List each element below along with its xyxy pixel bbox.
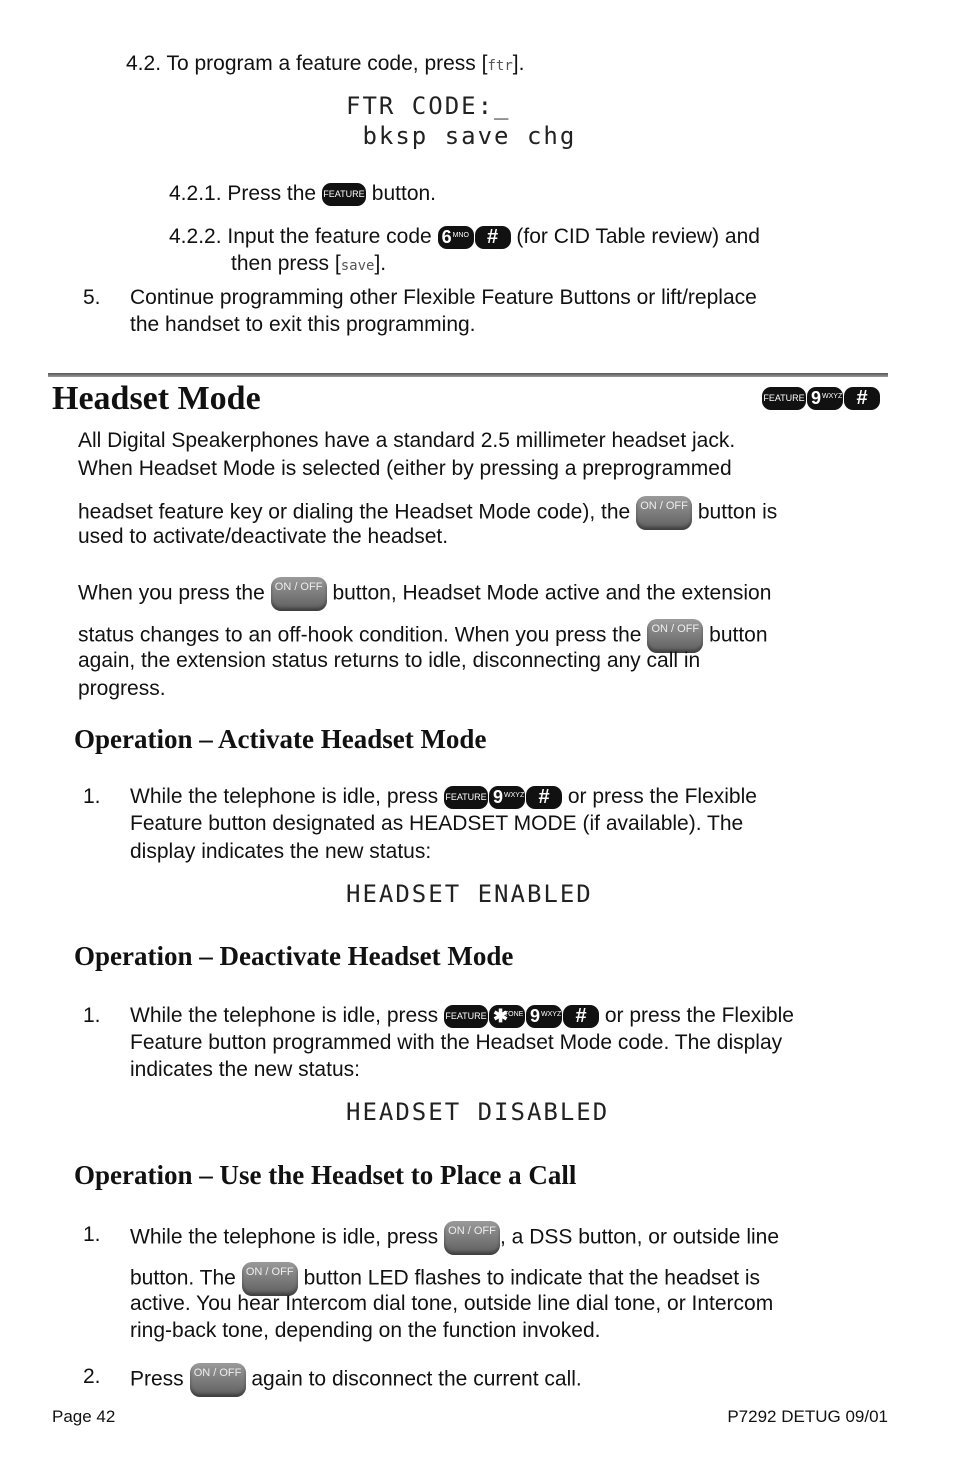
on-off-button-icon: ON / OFF xyxy=(647,619,703,653)
feature-key-icon: FEATURE xyxy=(322,183,366,206)
intro-line: When you press the ON / OFF button, Headset Mode active and the extension xyxy=(78,577,771,611)
op-deactivate-heading: Operation – Deactivate Headset Mode xyxy=(74,941,514,971)
op1-line: Feature button designated as HEADSET MODE (if available). The xyxy=(130,812,744,835)
document-id: P7292 DETUG 09/01 xyxy=(727,1407,888,1426)
lcd-headset-disabled: HEADSET DISABLED xyxy=(346,1098,610,1126)
step-5-num: 5. xyxy=(83,286,101,309)
op2-line: Feature button programmed with the Headset Mode code. The display xyxy=(130,1031,783,1054)
intro-line: used to activate/deactivate the headset. xyxy=(78,525,449,548)
headset-code-icon: FEATURE 9 WXYZ # xyxy=(762,387,880,410)
on-off-button-icon: ON / OFF xyxy=(242,1262,298,1296)
on-off-button-icon: ON / OFF xyxy=(271,577,327,611)
on-off-button-icon: ON / OFF xyxy=(444,1221,500,1255)
on-off-button-icon: ON / OFF xyxy=(636,496,692,530)
op2-line: While the telephone is idle, press FEATURE ✱ TONE 9 WXYZ # or press the Flexible xyxy=(130,1004,794,1027)
op3-step-2-num: 2. xyxy=(83,1365,101,1388)
on-off-button-icon: ON / OFF xyxy=(190,1363,246,1397)
intro-line: headset feature key or dialing the Headset Mode code), the ON / OFF button is xyxy=(78,496,777,530)
step-4-2-2-cont: then press [save]. xyxy=(231,252,387,275)
intro-line: status changes to an off-hook condition. When you press the ON / OFF button xyxy=(78,619,768,653)
op3-line: Press ON / OFF again to disconnect the current call. xyxy=(130,1363,582,1397)
step-5-line-1: Continue programming other Flexible Feature Buttons or lift/replace xyxy=(130,286,757,309)
op1-line: While the telephone is idle, press FEATURE 9 WXYZ # or press the Flexible xyxy=(130,785,757,808)
headset-disable-code-icon: FEATURE ✱ TONE 9 WXYZ # xyxy=(444,1005,599,1028)
op3-line: While the telephone is idle, press ON / OFF , a DSS button, or outside line xyxy=(130,1221,779,1255)
lcd-headset-enabled: HEADSET ENABLED xyxy=(346,880,593,908)
op3-line: ring-back tone, depending on the function invoked. xyxy=(130,1319,601,1342)
op1-step-num: 1. xyxy=(83,785,101,808)
step-4-2-1: 4.2.1. Press the FEATURE button. xyxy=(169,182,437,205)
intro-line: When Headset Mode is selected (either by pressing a preprogrammed xyxy=(78,457,732,480)
headset-enable-code-icon: FEATURE 9 WXYZ # xyxy=(444,786,562,809)
op-activate-heading: Operation – Activate Headset Mode xyxy=(74,724,487,754)
step-5-line-2: the handset to exit this programming. xyxy=(130,313,476,336)
lcd-line-2: bksp save chg xyxy=(346,122,577,150)
intro-line: progress. xyxy=(78,677,166,700)
lcd-line-1: FTR CODE:_ xyxy=(346,92,511,120)
ftr-softkey: ftr xyxy=(487,58,513,74)
op2-step-num: 1. xyxy=(83,1004,101,1027)
op3-step-1-num: 1. xyxy=(83,1223,101,1246)
save-softkey: save xyxy=(340,258,375,274)
section-title: Headset Mode xyxy=(52,380,261,417)
step-4-2: 4.2. To program a feature code, press [ftr]. xyxy=(126,52,525,75)
page-number: Page 42 xyxy=(52,1407,116,1426)
op3-line: button. The ON / OFF button LED flashes to indicate that the headset is xyxy=(130,1262,760,1296)
section-divider xyxy=(48,373,888,377)
op3-line: active. You hear Intercom dial tone, outside line dial tone, or Intercom xyxy=(130,1292,774,1315)
step-4-2-2: 4.2.2. Input the feature code 6 MNO # (for CID Table review) and xyxy=(169,225,760,248)
op2-line: indicates the new status: xyxy=(130,1058,360,1081)
intro-line: All Digital Speakerphones have a standard 2.5 millimeter headset jack. xyxy=(78,429,736,452)
feature-code-6-hash-icon: 6 MNO # xyxy=(438,226,511,249)
intro-line: again, the extension status returns to idle, disconnecting any call in xyxy=(78,649,701,672)
op1-line: display indicates the new status: xyxy=(130,840,432,863)
op-place-call-heading: Operation – Use the Headset to Place a Call xyxy=(74,1160,577,1190)
